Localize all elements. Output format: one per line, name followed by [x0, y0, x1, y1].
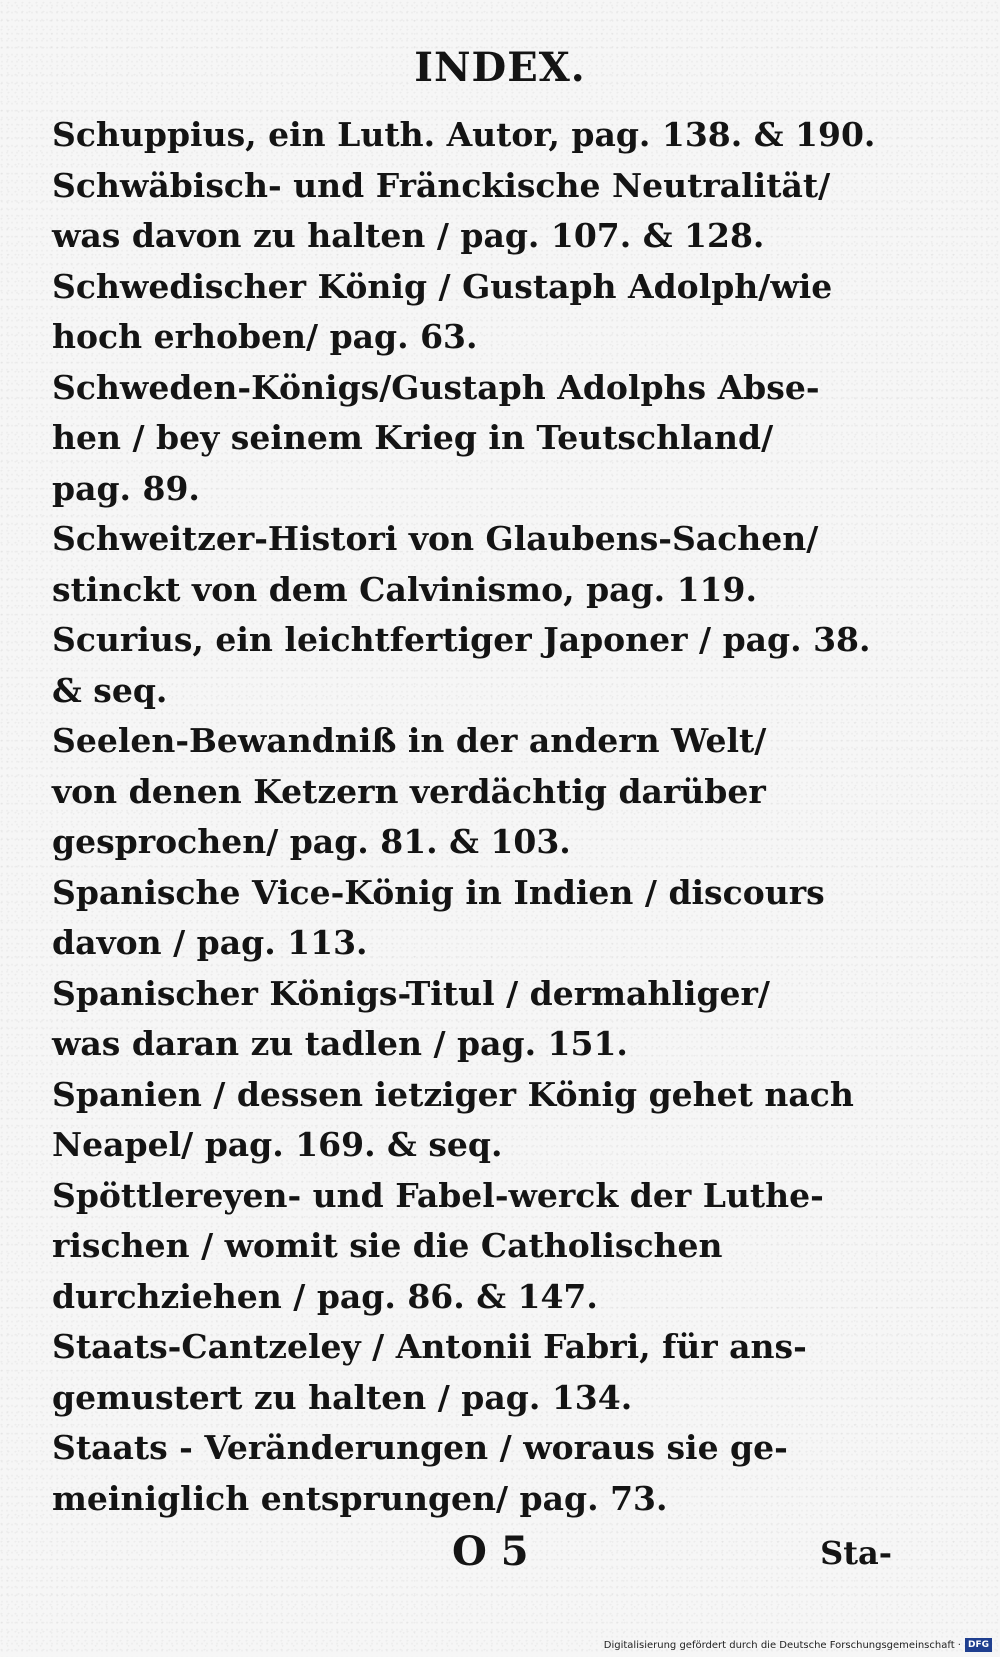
index-entries	[52, 110, 902, 1524]
credit-text: Digitalisierung gefördert durch die Deutsche Forschungsgemeinschaft ·	[603, 1639, 961, 1651]
page-foot	[52, 1528, 892, 1582]
entry-headword-line: Scurius, ein leichtfertiger Japoner / pag. 38.	[52, 620, 871, 659]
entry-headword-line: Schweden-Königs/Gustaph Adolphs Abse-	[52, 367, 820, 407]
entry-headword-line: Schwedischer König / Gustaph Adolph/wie	[52, 266, 833, 306]
entry-continuation-line: hen / bey seinem Krieg in Teutschland/	[52, 418, 774, 457]
index-entry	[52, 969, 902, 1070]
entry-continuation-line: davon / pag. 113.	[52, 923, 368, 962]
entry-continuation-line: meiniglich entsprungen/ pag. 73.	[52, 1478, 668, 1518]
dfg-logo: DFG	[965, 1638, 992, 1652]
index-entry	[52, 1070, 902, 1171]
entry-continuation-line: rischen / womit sie die Catholischen	[52, 1226, 723, 1265]
entry-headword-line: Spöttlereyen- und Fabel-werck der Luthe-	[52, 1175, 824, 1215]
entry-headword-line: Spanische Vice-König in Indien / discours	[52, 872, 825, 912]
entry-headword-line: Spanischer Königs-Titul / dermahliger/	[52, 973, 770, 1013]
index-entry	[52, 262, 902, 363]
index-entry	[52, 716, 902, 868]
entry-continuation-line: was daran zu tadlen / pag. 151.	[52, 1024, 628, 1063]
index-entry	[52, 615, 902, 716]
entry-continuation-line: Neapel/ pag. 169. & seq.	[52, 1125, 503, 1164]
entry-continuation-line: von denen Ketzern verdächtig darüber	[52, 771, 766, 811]
entry-continuation-line: pag. 89.	[52, 468, 200, 508]
index-entry	[52, 1322, 902, 1423]
entry-headword-line: Spanien / dessen ietziger König gehet nach	[52, 1074, 854, 1114]
index-entry	[52, 1171, 902, 1323]
index-entry	[52, 514, 902, 615]
entry-headword-line: Staats-Cantzeley / Antonii Fabri, für ans-	[52, 1327, 807, 1366]
entry-headword-line: Seelen-Bewandniß in der andern Welt/	[52, 721, 767, 760]
index-entry	[52, 161, 902, 262]
digitization-credit	[604, 1637, 992, 1653]
catchword: Sta-	[820, 1534, 892, 1572]
entry-continuation-line: gemustert zu halten / pag. 134.	[52, 1377, 633, 1417]
entry-continuation-line: durchziehen / pag. 86. & 147.	[52, 1276, 598, 1316]
entry-headword-line: Schwäbisch- und Fränckische Neutralität/	[52, 165, 831, 205]
entry-continuation-line: was davon zu halten / pag. 107. & 128.	[52, 216, 765, 255]
index-entry	[52, 868, 902, 969]
entry-continuation-line: hoch erhoben/ pag. 63.	[52, 317, 478, 356]
signature-mark: O 5	[452, 1528, 529, 1575]
running-head: INDEX.	[414, 44, 586, 91]
entry-headword-line: Schuppius, ein Luth. Autor, pag. 138. & 190.	[52, 115, 876, 154]
entry-continuation-line: stinckt von dem Calvinismo, pag. 119.	[52, 569, 757, 609]
entry-headword-line: Staats - Veränderungen / woraus sie ge-	[52, 1428, 788, 1467]
index-entry	[52, 363, 902, 515]
entry-headword-line: Schweitzer-Histori von Glaubens-Sachen/	[52, 519, 819, 558]
index-entry	[52, 110, 902, 161]
entry-continuation-line: & seq.	[52, 670, 168, 710]
entry-continuation-line: gesprochen/ pag. 81. & 103.	[52, 822, 571, 861]
index-entry	[52, 1423, 902, 1524]
